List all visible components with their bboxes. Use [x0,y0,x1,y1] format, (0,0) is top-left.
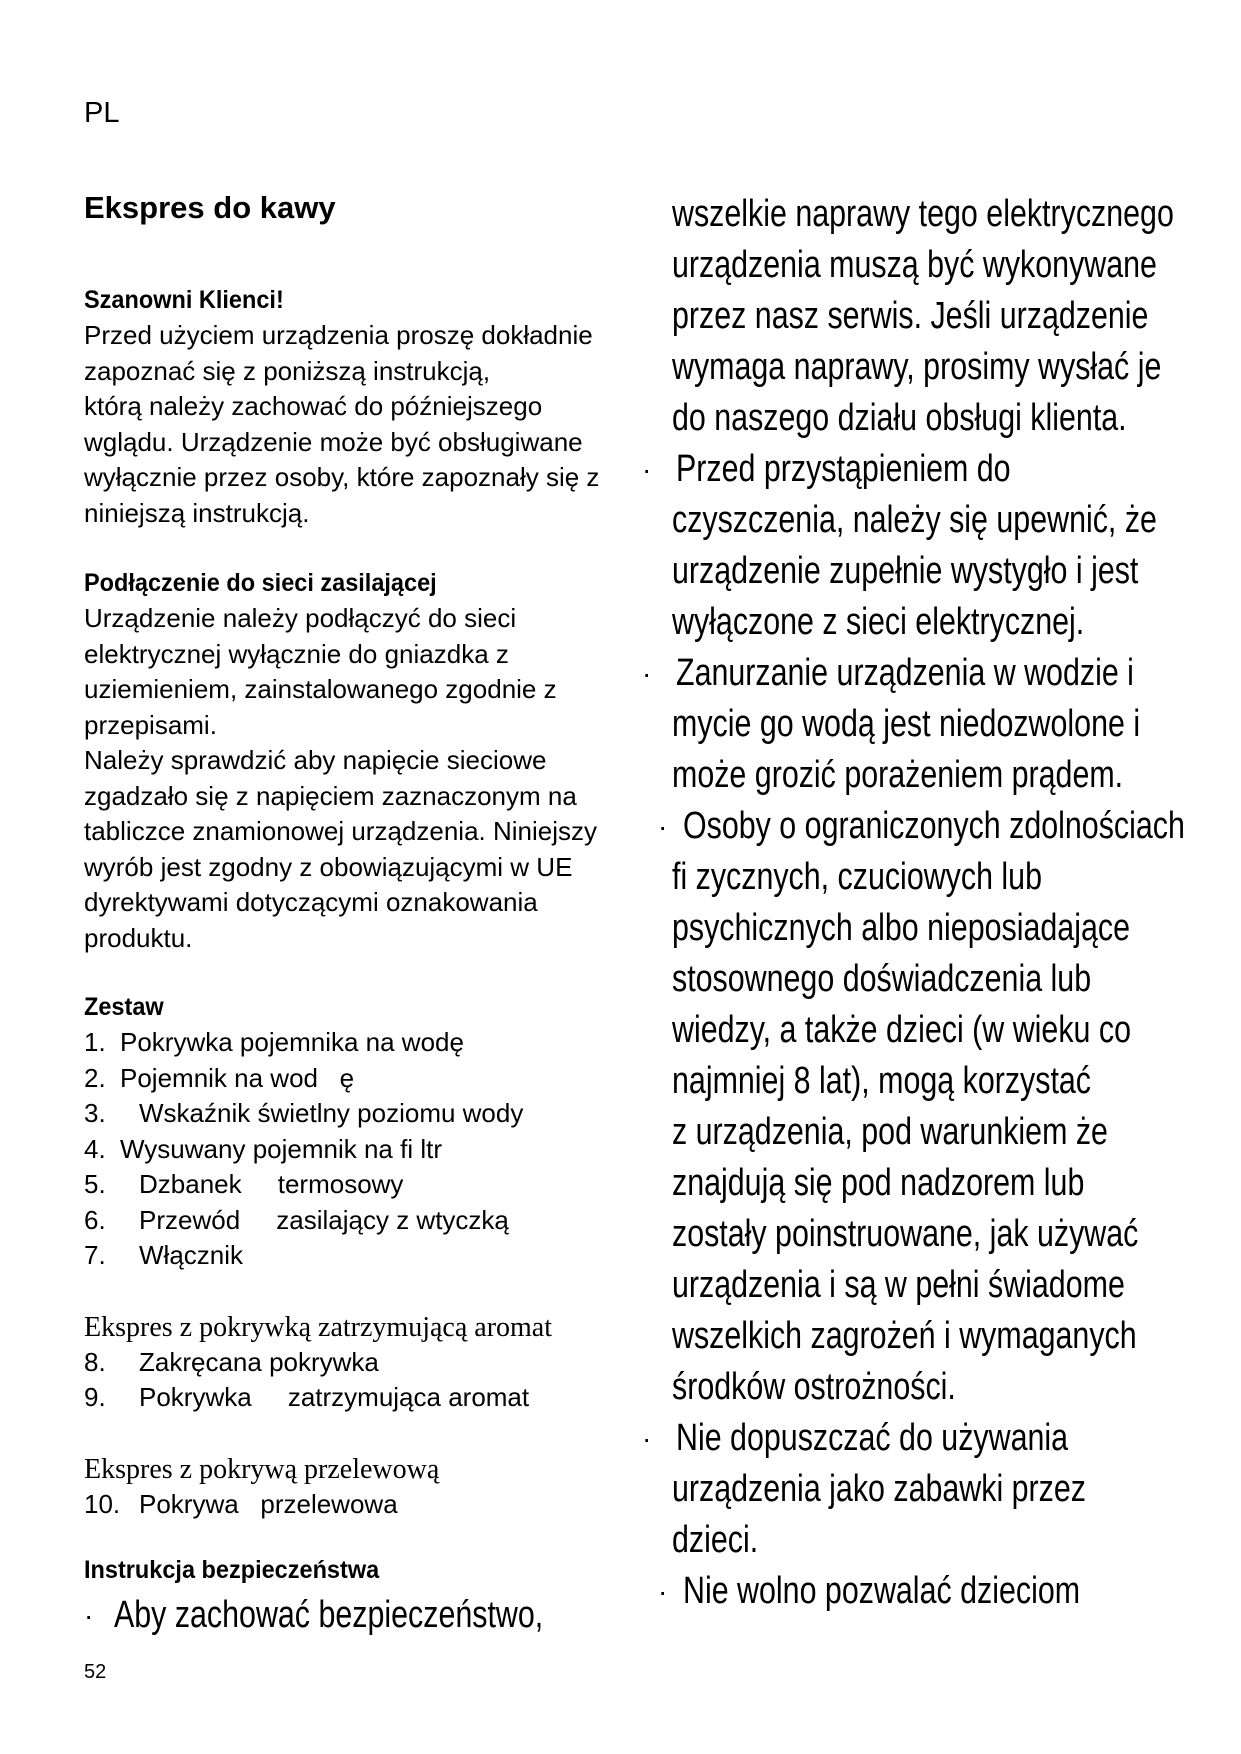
set-list [84,1025,644,1274]
list-item [84,1203,644,1239]
bullet-item [642,444,1192,648]
text-line: przepisami. [84,709,217,740]
text-line: znajdują się pod nadzorem lub [672,1162,1085,1204]
item-text: Pokrywa przelewowa [139,1488,398,1519]
connection-paragraph [84,601,644,956]
language-code: PL [84,97,120,129]
text-line: tabliczce znamionowej urządzenia. Niniejszy [84,816,598,846]
text-line: mycie go wodą jest niedozwolone i [672,703,1141,745]
list-item [84,1061,644,1097]
bullet-icon: · [642,1423,652,1454]
text-line: stosownego doświadczenia lub [672,958,1092,1000]
item-number: 2. [84,1062,106,1093]
list-item [84,1096,644,1132]
text-line: urządzenia jako zabawki przez [672,1468,1086,1510]
item-number: 4. [84,1133,106,1164]
aroma-list [84,1345,644,1416]
item-number: 1. [84,1027,106,1057]
item-number: 8. [84,1346,106,1377]
text-line: urządzenie zupełnie wystygło i jest [672,550,1139,592]
bullet-icon: · [642,658,652,689]
list-item [84,1238,644,1274]
text-line: wszelkie naprawy tego elektrycznego [672,193,1174,235]
item-text: Pokrywka zatrzymująca aromat [139,1382,530,1412]
item-text: Wysuwany pojemnik na ﬁ ltr [120,1133,442,1164]
bullet-item [642,1413,1192,1566]
text-line: wymaga naprawy, prosimy wysłać je [672,346,1162,388]
bullet-icon: · [658,1576,668,1607]
safety-bullet [84,1590,644,1641]
list-item [84,1132,644,1168]
greeting-paragraph [84,318,644,531]
greeting-heading: Szanowni Klienci! [84,286,284,314]
text-line: dzieci. [672,1519,759,1561]
item-number: 3. [84,1098,106,1128]
bullet-icon: · [84,1600,94,1631]
text-line: czyszczenia, należy się upewnić, że [672,499,1157,541]
text-line: dyrektywami dotyczącymi oznakowania [84,887,538,917]
bullet-item [658,801,1192,1413]
overflow-list [84,1487,644,1523]
text-line: Nie dopuszczać do używania [676,1417,1069,1459]
text-line: wyłącznie przez osoby, które zapoznały się z [84,462,600,492]
safety-heading: Instrukcja bezpieczeństwa [84,1556,380,1584]
page-number: 52 [84,1661,107,1683]
bullet-item [658,1566,1192,1617]
item-text: Przewód zasilający z wtyczką [139,1204,509,1235]
left-column [84,190,644,1641]
text-line: Nie wolno pozwalać dzieciom [683,1570,1081,1612]
text-line: elektrycznej wyłącznie do gniazdka z [84,638,509,669]
text-line: może grozić porażeniem prądem. [672,754,1124,796]
list-item [84,1487,644,1523]
text-line: wyrób jest zgodny z obowiązującymi w UE [84,851,573,882]
text-line: wglądu. Urządzenie może być obsługiwane [84,426,583,457]
list-item [84,1025,644,1061]
text-line: którą należy zachować do późniejszego [84,391,543,421]
set-heading: Zestaw [84,993,164,1021]
list-item [84,1167,644,1203]
text-line: Zanurzanie urządzenia w wodzie i [676,652,1134,694]
overflow-variant-heading: Ekspres z pokrywą przelewową [84,1453,440,1485]
text-line: do naszego działu obsługi klienta. [672,397,1127,439]
text-line: uziemieniem, zainstalowanego zgodnie z [84,674,557,704]
right-column [642,189,1192,1617]
text-line: zapoznać się z poniższą instrukcją, [84,355,491,386]
text-line: wyłączone z sieci elektrycznej. [672,601,1085,643]
text-line: Osoby o ograniczonych zdolnościach [683,805,1185,847]
text-line: psychicznych albo nieposiadające [672,907,1130,949]
text-line: przez nasz serwis. Jeśli urządzenie [672,295,1149,337]
item-text: Pojemnik na wod ę [120,1062,355,1093]
text-line: z urządzenia, pod warunkiem że [672,1111,1108,1153]
text-line: najmniej 8 lat), mogą korzystać [672,1060,1092,1102]
item-text: Zakręcana pokrywka [139,1346,379,1377]
text-line: środków ostrożności. [672,1366,956,1408]
list-item [84,1380,644,1416]
text-line: wszelkich zagrożeń i wymaganych [672,1315,1137,1357]
item-number: 7. [84,1240,106,1270]
text-line: produktu. [84,922,193,953]
item-number: 5. [84,1169,106,1199]
item-text: Wskaźnik świetlny poziomu wody [139,1098,524,1128]
item-number: 9. [84,1382,106,1412]
aroma-variant-heading: Ekspres z pokrywką zatrzymującą aromat [84,1311,553,1343]
item-number: 10. [84,1488,121,1519]
bullet-icon: · [658,811,668,842]
item-text: Włącznik [139,1240,244,1270]
text-line: wiedzy, a także dzieci (w wieku co [672,1009,1131,1051]
document-title: Ekspres do kawy [84,190,336,225]
connection-heading: Podłączenie do sieci zasilającej [84,569,437,597]
text-line: zostały poinstruowane, jak używać [672,1213,1139,1255]
bullet-icon: · [642,454,652,485]
text-line: urządzenia muszą być wykonywane [672,244,1157,286]
text-line: Należy sprawdzić aby napięcie sieciowe [84,745,547,775]
item-number: 6. [84,1204,106,1235]
text-line: Przed użyciem urządzenia proszę dokładnie [84,320,593,350]
bullet-text: Aby zachować bezpieczeństwo, [114,1594,544,1636]
text-line: urządzenia i są w pełni świadome [672,1264,1125,1306]
item-text: Pokrywka pojemnika na wodę [120,1027,464,1057]
text-line: ﬁ zycznych, czuciowych lub [672,856,1042,898]
text-line: Przed przystąpieniem do [676,448,1011,490]
text-line: Urządzenie należy podłączyć do sieci [84,603,517,633]
list-item [84,1345,644,1381]
text-line: niniejszą instrukcją. [84,497,310,528]
bullet-item [642,648,1192,801]
text-line: zgadzało się z napięciem zaznaczonym na [84,780,577,811]
item-text: Dzbanek termosowy [139,1169,404,1199]
